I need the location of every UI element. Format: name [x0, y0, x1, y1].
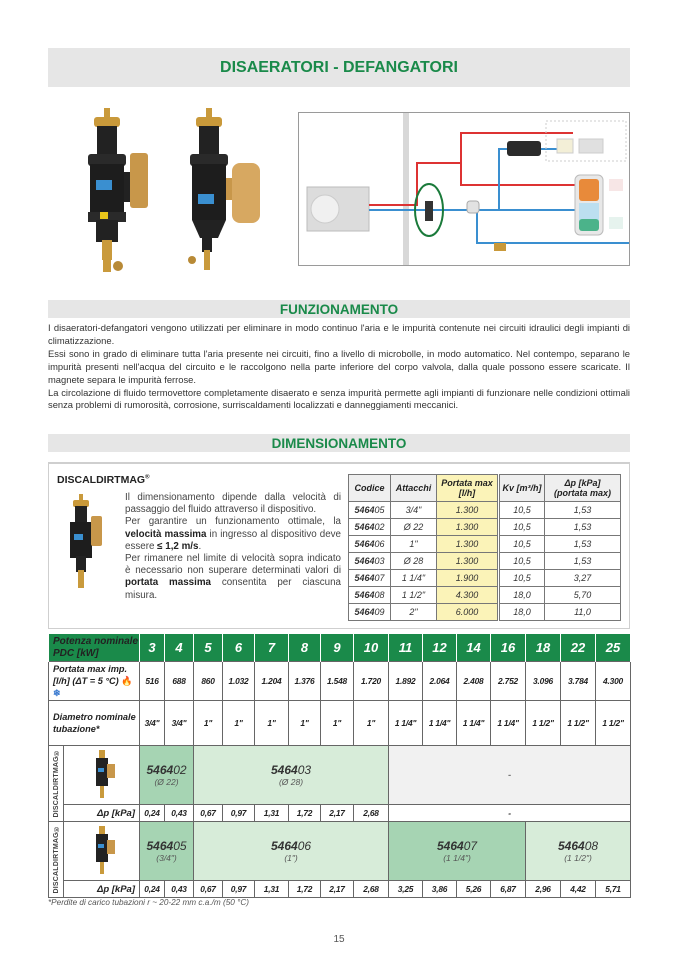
- col-header-kv: Kv [m³/h]: [499, 475, 545, 502]
- dp-label: Δp [kPa]: [64, 805, 140, 822]
- cell-attacchi: 3/4": [391, 502, 437, 519]
- col-header-dp: Δp [kPa] (portata max): [545, 475, 621, 502]
- product-cell-546407: [389, 822, 526, 881]
- code-prefix: 5464: [436, 839, 464, 853]
- dp-cell: 1,72: [289, 805, 321, 822]
- cell-attacchi: 1": [391, 536, 437, 553]
- cell-codice: [349, 604, 391, 621]
- cell-dp: 1,53: [545, 553, 621, 570]
- registered-mark: ®: [145, 474, 150, 481]
- portata-cell: 1.892: [389, 662, 423, 701]
- product-name: [57, 474, 150, 486]
- power-cell: 12: [423, 634, 457, 662]
- cell-codice: [349, 570, 391, 587]
- code-prefix: 5464: [354, 539, 375, 549]
- code-suffix: 06: [297, 839, 312, 853]
- cell-dp: 3,27: [545, 570, 621, 587]
- cell-dp: 11,0: [545, 604, 621, 621]
- diametro-cell: 3/4": [165, 701, 194, 746]
- code-prefix: 5464: [354, 522, 375, 532]
- portata-cell: 2.752: [491, 662, 526, 701]
- codes-table-header: [349, 475, 621, 502]
- power-cell: 9: [321, 634, 354, 662]
- codes-table-row: [349, 519, 621, 536]
- diametro-label: Diametro nominale tubazione*: [49, 701, 140, 746]
- diametro-cell: 1": [255, 701, 289, 746]
- product-cell-546405: [140, 822, 194, 881]
- dim-bold-limit: ≤ 1,2 m/s: [157, 540, 199, 552]
- product-size: (Ø 22): [154, 777, 179, 787]
- code-suffix: 05: [374, 505, 385, 515]
- cell-portata: 4.300: [437, 587, 499, 604]
- dp-cell: 4,42: [561, 881, 596, 898]
- dp-label: Δp [kPa]: [64, 881, 140, 898]
- cell-attacchi: 1 1/4": [391, 570, 437, 587]
- product-size: (3/4"): [156, 853, 177, 863]
- dp-cell: 6,87: [491, 881, 526, 898]
- cell-portata: 1.300: [437, 502, 499, 519]
- dp-cell: 3,25: [389, 881, 423, 898]
- codes-table-row: [349, 604, 621, 621]
- codes-table-row: [349, 587, 621, 604]
- section-heading-funzionamento: FUNZIONAMENTO: [48, 300, 630, 318]
- power-cell: 3: [140, 634, 165, 662]
- product-size: (Ø 28): [278, 777, 304, 787]
- codes-table: [348, 474, 621, 621]
- group1-vertical-label: [49, 746, 64, 822]
- power-cell: 10: [354, 634, 389, 662]
- code-prefix: 5464: [354, 607, 375, 617]
- diametro-row: [49, 701, 631, 746]
- cell-attacchi: Ø 22: [391, 519, 437, 536]
- portata-cell: 1.720: [354, 662, 389, 701]
- product-cell-546402: [140, 746, 194, 805]
- dim-text-span: Per rimanere nel limite di velocità sopra indicato è necessario non superare determinati valori di: [125, 553, 341, 577]
- footnote: *Perdite di carico tubazioni r ~ 20-22 mm c.a./m (50 °C): [48, 898, 249, 907]
- codes-table-row: [349, 570, 621, 587]
- code-suffix: 02: [173, 763, 187, 777]
- cell-dp: 1,53: [545, 536, 621, 553]
- dp-cell: 0,67: [194, 881, 223, 898]
- col-header-attacchi: Attacchi: [391, 475, 437, 502]
- group1-product-row: [49, 746, 631, 805]
- code-suffix: 05: [173, 839, 187, 853]
- diametro-cell: 1 1/4": [389, 701, 423, 746]
- code-suffix: 02: [374, 522, 385, 532]
- col-header-codice: Codice: [349, 475, 391, 502]
- funzionamento-paragraph: I disaeratori-defangatori vengono utilizzati per eliminare in modo continuo l'aria e le impurità contenute nei circuiti idraulici degli impianti di climatizzazione.: [48, 322, 630, 346]
- codes-table-row: [349, 553, 621, 570]
- cell-codice: [349, 553, 391, 570]
- code-suffix: 06: [374, 539, 385, 549]
- snowflake-icon: ❄: [53, 688, 61, 698]
- cell-attacchi: 1 1/2": [391, 587, 437, 604]
- dim-bold-portata: portata massima: [125, 577, 211, 589]
- dp-cell: 3,86: [423, 881, 457, 898]
- code-prefix: 5464: [354, 556, 375, 566]
- product-photo-discaldirtmag-2: [178, 108, 270, 280]
- diametro-cell: 1 1/4": [457, 701, 491, 746]
- section-heading-dimensionamento: DIMENSIONAMENTO: [48, 434, 630, 452]
- diametro-cell: 1 1/2": [596, 701, 631, 746]
- diametro-cell: 1": [354, 701, 389, 746]
- cell-codice: [349, 502, 391, 519]
- flame-icon: 🔥: [121, 676, 133, 686]
- cell-kv: 10,5: [499, 536, 545, 553]
- cell-kv: 18,0: [499, 587, 545, 604]
- dp-cell: 5,26: [457, 881, 491, 898]
- product-cell-546408: [526, 822, 631, 881]
- power-cell: 7: [255, 634, 289, 662]
- dp-cell: 0,24: [140, 881, 165, 898]
- product-photo-small: [61, 494, 111, 594]
- power-cell: 18: [526, 634, 561, 662]
- cell-codice: [349, 587, 391, 604]
- cell-kv: 10,5: [499, 502, 545, 519]
- portata-cell: 3.784: [561, 662, 596, 701]
- code-suffix: 08: [584, 839, 599, 853]
- funzionamento-text: [48, 322, 630, 412]
- cell-dp: 1,53: [545, 502, 621, 519]
- dim-text-span: .: [198, 540, 202, 552]
- dim-paragraph-1: Il dimensionamento dipende dalla velocità di passaggio del fluido attraverso il dispositivo.: [125, 492, 341, 516]
- dim-bold-velocita: velocità massima: [125, 528, 207, 540]
- cell-portata: 1.300: [437, 536, 499, 553]
- dim-paragraph-3: [125, 553, 341, 602]
- product-cell-546406: [194, 822, 389, 881]
- selection-table: [48, 634, 631, 898]
- group2-product-row: [49, 822, 631, 881]
- diametro-cell: 1": [223, 701, 255, 746]
- cell-kv: 10,5: [499, 553, 545, 570]
- cell-codice: [349, 519, 391, 536]
- dp-cell: 0,97: [223, 881, 255, 898]
- col-header-portata: Portata max [l/h]: [437, 475, 499, 502]
- diametro-cell: 1": [321, 701, 354, 746]
- dp-cell: 2,17: [321, 881, 354, 898]
- funzionamento-paragraph: Essi sono in grado di eliminare tutta l'aria presente nei circuiti, fino a livello di microbolle, in modo automatico. Nel contempo, separano le impurità presenti nell'acqua del circuito e le raccolgono nella parte inferiore del corpo valvola, dalla quale possono essere scaricate. Il magnete separa le impurità ferrose.: [48, 347, 630, 385]
- power-row: [49, 634, 631, 662]
- dp-cell: 1,31: [255, 805, 289, 822]
- product-code: [140, 763, 193, 777]
- code-prefix: 5464: [354, 590, 375, 600]
- code-suffix: 08: [374, 590, 385, 600]
- product-cell-empty: -: [389, 746, 631, 805]
- dp-cell: 2,68: [354, 805, 389, 822]
- dp-cell: 0,67: [194, 805, 223, 822]
- product-size: (1 1/4"): [443, 853, 471, 863]
- cell-portata: 1.900: [437, 570, 499, 587]
- dp-cell: 2,17: [321, 805, 354, 822]
- power-cell: 14: [457, 634, 491, 662]
- portata-cell: 1.032: [223, 662, 255, 701]
- portata-cell: 860: [194, 662, 223, 701]
- product-code: [526, 839, 630, 853]
- code-prefix: 5464: [146, 763, 174, 777]
- code-prefix: 5464: [146, 839, 174, 853]
- code-suffix: 07: [374, 573, 385, 583]
- portata-cell: 2.408: [457, 662, 491, 701]
- cell-kv: 10,5: [499, 519, 545, 536]
- diametro-cell: 1 1/4": [423, 701, 457, 746]
- funzionamento-paragraph: La circolazione di fluido termovettore completamente disaerato e senza impurità permette agli impianti di funzionare nelle condizioni ottimali senza problemi di rumorosità, corrosione, surriscaldamenti localizzati e danneggiamenti meccanici.: [48, 386, 630, 411]
- code-prefix: 5464: [354, 505, 375, 515]
- dp-cell: 2,96: [526, 881, 561, 898]
- product-code: [194, 839, 388, 853]
- power-cell: 25: [596, 634, 631, 662]
- page-title: DISAERATORI - DEFANGATORI: [48, 48, 630, 87]
- cell-codice: [349, 536, 391, 553]
- page-number: 15: [333, 934, 345, 945]
- cell-attacchi: 2": [391, 604, 437, 621]
- group1-product-photo: [64, 746, 140, 805]
- dp-cell: 1,72: [289, 881, 321, 898]
- diametro-cell: 1 1/2": [561, 701, 596, 746]
- dp-cell: 0,43: [165, 881, 194, 898]
- dp-cell: 0,97: [223, 805, 255, 822]
- cell-kv: 18,0: [499, 604, 545, 621]
- cell-portata: 1.300: [437, 519, 499, 536]
- diametro-cell: 1": [289, 701, 321, 746]
- cell-dp: 1,53: [545, 519, 621, 536]
- code-prefix: 5464: [557, 839, 585, 853]
- dim-text-span: Per garantire un funzionamento ottimale, la: [125, 516, 341, 528]
- diametro-cell: 3/4": [140, 701, 165, 746]
- power-cell: 11: [389, 634, 423, 662]
- dp-cell: 2,68: [354, 881, 389, 898]
- code-suffix: 09: [374, 607, 385, 617]
- product-code: [389, 839, 525, 853]
- power-cell: 5: [194, 634, 223, 662]
- code-prefix: 5464: [270, 839, 298, 853]
- product-thumbnail: [82, 824, 122, 876]
- power-cell: 22: [561, 634, 596, 662]
- dp-cell: 5,71: [596, 881, 631, 898]
- cell-dp: 5,70: [545, 587, 621, 604]
- portata-cell: 1.204: [255, 662, 289, 701]
- portata-row: [49, 662, 631, 701]
- installation-schema: [298, 112, 630, 266]
- portata-cell: 4.300: [596, 662, 631, 701]
- product-code: [194, 763, 388, 777]
- product-thumbnail: [82, 748, 122, 800]
- group2-product-photo: [64, 822, 140, 881]
- group1-dp-row: [49, 805, 631, 822]
- product-cell-546403: [194, 746, 389, 805]
- portata-cell: 1.548: [321, 662, 354, 701]
- cell-portata: 1.300: [437, 553, 499, 570]
- cell-portata: 6.000: [437, 604, 499, 621]
- portata-cell: 1.376: [289, 662, 321, 701]
- product-name-text: DISCALDIRTMAG: [57, 474, 146, 486]
- portata-cell: 2.064: [423, 662, 457, 701]
- dim-paragraph-2: [125, 516, 341, 553]
- diametro-cell: 1": [194, 701, 223, 746]
- code-suffix: 03: [297, 763, 312, 777]
- portata-cell: 516: [140, 662, 165, 701]
- group2-vertical-label: [49, 822, 64, 898]
- portata-cell: 3.096: [526, 662, 561, 701]
- product-size: (1 1/2"): [564, 853, 592, 863]
- codes-table-row: [349, 536, 621, 553]
- code-prefix: 5464: [354, 573, 375, 583]
- cell-attacchi: Ø 28: [391, 553, 437, 570]
- dimensionamento-text: [125, 492, 341, 602]
- group1-vertical-text: DISCALDIRTMAG®: [52, 749, 60, 818]
- diametro-cell: 1 1/4": [491, 701, 526, 746]
- dp-cell: 0,43: [165, 805, 194, 822]
- dp-cell: 0,24: [140, 805, 165, 822]
- portata-cell: 688: [165, 662, 194, 701]
- power-cell: 6: [223, 634, 255, 662]
- product-size: (1"): [284, 853, 298, 863]
- portata-label: [49, 662, 140, 701]
- cell-kv: 10,5: [499, 570, 545, 587]
- product-photo-discaldirtmag-1: [72, 108, 162, 280]
- power-cell: 8: [289, 634, 321, 662]
- code-suffix: 03: [374, 556, 385, 566]
- group2-vertical-text: DISCALDIRTMAG®: [52, 825, 60, 894]
- codes-table-row: [349, 502, 621, 519]
- power-cell: 4: [165, 634, 194, 662]
- dim-text-span: in ingresso al dispositivo deve essere: [125, 528, 341, 552]
- dp-cell-empty: -: [389, 805, 631, 822]
- product-code: [140, 839, 193, 853]
- dim-text-span: consentita per ciascuna misura.: [125, 577, 341, 601]
- diametro-cell: 1 1/2": [526, 701, 561, 746]
- group2-dp-row: [49, 881, 631, 898]
- portata-label-text: Portata max imp. [l/h] (ΔT = 5 °C): [53, 664, 128, 686]
- code-suffix: 07: [463, 839, 478, 853]
- power-label: Potenza nominale PDC [kW]: [49, 634, 140, 662]
- power-cell: 16: [491, 634, 526, 662]
- code-prefix: 5464: [270, 763, 298, 777]
- dp-cell: 1,31: [255, 881, 289, 898]
